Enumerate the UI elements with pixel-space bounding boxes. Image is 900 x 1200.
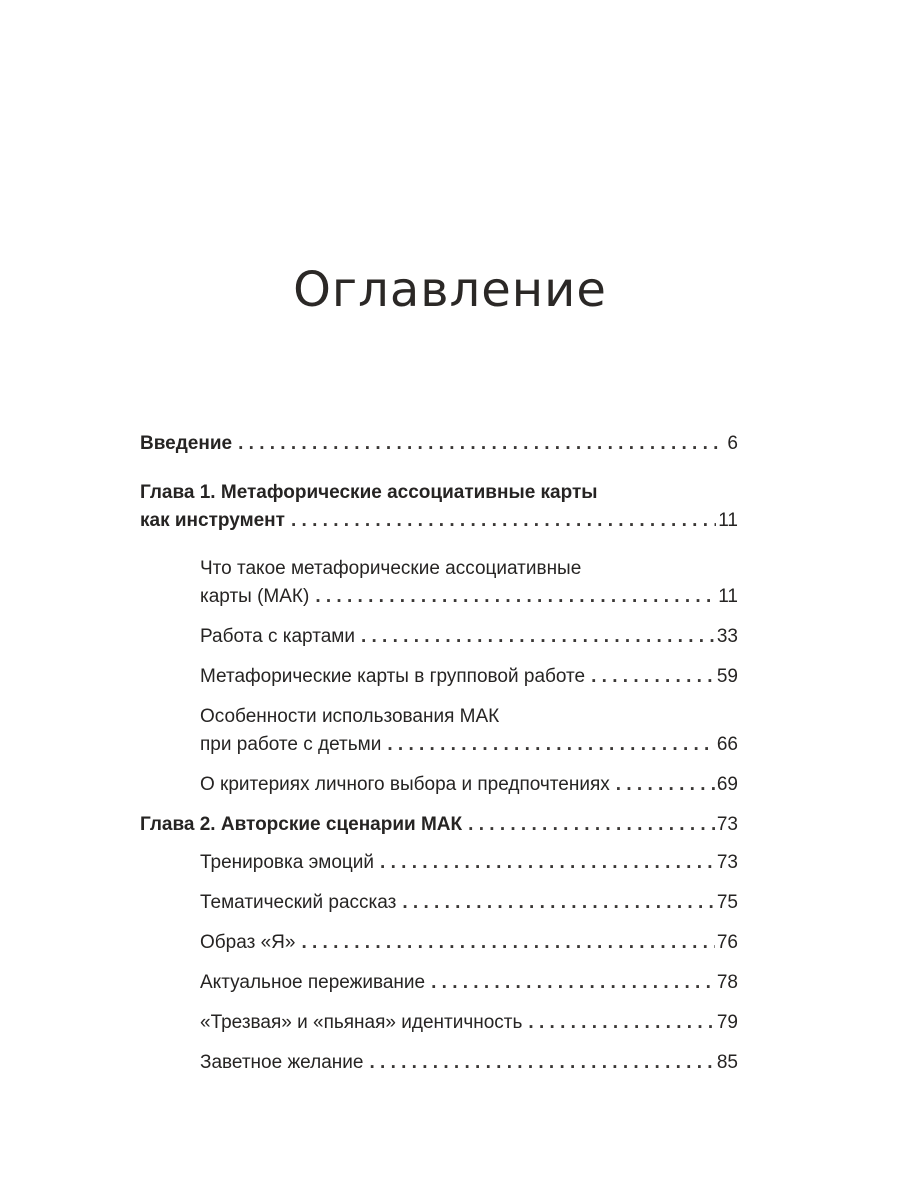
toc-entry-title: как инструмент	[140, 510, 285, 531]
toc-page-number: 85	[716, 1052, 738, 1073]
dot-leader	[363, 1049, 714, 1077]
toc-entry-title: Актуальное переживание	[200, 972, 426, 993]
toc-entry-group-work[interactable]	[140, 663, 738, 691]
toc-entry-title: Введение	[140, 433, 233, 454]
dot-leader	[295, 929, 714, 957]
dot-leader	[381, 731, 715, 759]
dot-leader	[425, 969, 715, 997]
table-of-contents	[140, 430, 738, 1089]
toc-entry-title: О критериях личного выбора и предпочтениях	[200, 774, 610, 795]
toc-entry-chapter-1[interactable]	[140, 479, 738, 535]
toc-entry-thematic-story[interactable]	[140, 889, 738, 917]
toc-entry-title: при работе с детьми	[200, 734, 382, 755]
toc-entry-self-image[interactable]	[140, 929, 738, 957]
toc-page-number: 11	[718, 586, 738, 607]
toc-entry-title: Метафорические карты в групповой работе	[200, 666, 586, 687]
toc-entry-working-with-cards[interactable]	[140, 623, 738, 651]
toc-entry-introduction[interactable]	[140, 430, 738, 458]
toc-entry-title: Глава 2. Авторские сценарии МАК	[140, 814, 463, 835]
toc-entry-title: «Трезвая» и «пьяная» идентичность	[200, 1012, 523, 1033]
toc-page-number: 33	[716, 626, 738, 647]
toc-page-number: 59	[716, 666, 738, 687]
toc-entry-title: Тренировка эмоций	[200, 852, 375, 873]
toc-entry-title: Работа с картами	[200, 626, 355, 647]
toc-page-number: 11	[718, 510, 738, 531]
dot-leader	[374, 849, 715, 877]
dot-leader	[462, 811, 715, 839]
toc-entry-title-line: Особенности использования МАК	[200, 706, 500, 727]
toc-page-number: 79	[716, 1012, 738, 1033]
dot-leader	[610, 771, 715, 799]
dot-leader	[355, 623, 715, 651]
dot-leader	[585, 663, 715, 691]
dot-leader	[309, 583, 716, 611]
page-title: Оглавление	[293, 262, 607, 318]
toc-page-number: 69	[716, 774, 738, 795]
toc-page-number: 78	[716, 972, 738, 993]
dot-leader	[522, 1009, 714, 1037]
toc-entry-title: Тематический рассказ	[200, 892, 397, 913]
toc-entry-children[interactable]	[140, 703, 738, 759]
toc-entry-chapter-2[interactable]	[140, 811, 738, 839]
toc-entry-title-line: Глава 1. Метафорические ассоциативные карты	[140, 482, 598, 503]
toc-entry-cherished-wish[interactable]	[140, 1049, 738, 1077]
toc-entry-title-line: Что такое метафорические ассоциативные	[200, 558, 582, 579]
toc-page-number: 6	[727, 433, 738, 454]
toc-entry-title: Заветное желание	[200, 1052, 364, 1073]
toc-page-number: 73	[716, 852, 738, 873]
toc-entry-emotion-training[interactable]	[140, 849, 738, 877]
toc-entry-identity[interactable]	[140, 1009, 738, 1037]
toc-page-number: 75	[716, 892, 738, 913]
dot-leader	[285, 507, 716, 535]
toc-entry-choice-criteria[interactable]	[140, 771, 738, 799]
dot-leader	[396, 889, 715, 917]
toc-entry-title: Образ «Я»	[200, 932, 296, 953]
toc-page-number: 73	[716, 814, 738, 835]
toc-entry-what-is-mak[interactable]	[140, 555, 738, 611]
dot-leader	[232, 430, 725, 458]
toc-page-number: 66	[716, 734, 738, 755]
toc-page-number: 76	[716, 932, 738, 953]
toc-entry-current-experience[interactable]	[140, 969, 738, 997]
toc-entry-title: карты (МАК)	[200, 586, 310, 607]
